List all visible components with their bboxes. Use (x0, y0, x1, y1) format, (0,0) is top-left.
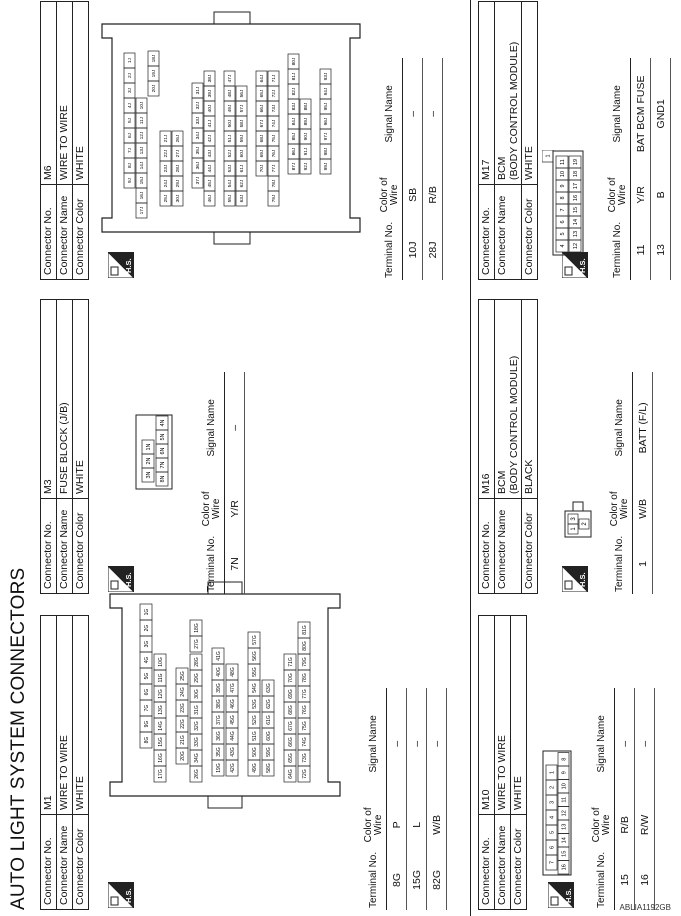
svg-text:H.S.: H.S. (578, 258, 587, 273)
pin-label: 6 (549, 845, 556, 850)
pin-label: 4 (549, 815, 556, 820)
pin-label: 62J (240, 179, 246, 188)
pin-label: 80G (301, 641, 308, 651)
pin-label: 84J (292, 117, 298, 126)
pin-label: 29J (176, 179, 182, 188)
pin-label: 79J (272, 194, 278, 203)
pin-label: 6G (143, 688, 150, 696)
terminal-table-m10: Terminal No. Color of Wire Signal Name 15 R/B – 16 R/W – (590, 688, 655, 910)
pin-label: 8 (561, 757, 568, 761)
pin-label: 1N (145, 443, 152, 451)
pin-label: 47G (229, 683, 236, 693)
svg-text:H.S.: H.S. (564, 888, 573, 903)
pin-label: 19 (572, 158, 579, 166)
pin-label: 21G (179, 735, 186, 745)
connector-block-m10: Connector No. M10 Connector Name WIRE TO WIRE Connector Color WHITE H.S. 7 6 5 4 3 2 1 16 15 14 13 12 11 10 9 8 Terminal No. Color of Wire Signal Name 15 R/B – 16 R/W – (478, 615, 527, 910)
pin-label: 45J (208, 179, 214, 188)
pin-label: 59J (240, 134, 246, 143)
pin-label: 1 (549, 770, 556, 775)
pin-label: 33J (196, 116, 202, 125)
pin-label: 46J (208, 194, 214, 203)
pin-label: 12G (157, 689, 164, 699)
pin-label: 83J (292, 102, 298, 111)
pin-label: 58J (240, 119, 246, 128)
pin-label: 66G (287, 737, 294, 747)
connector-block-m1 (40, 608, 443, 910)
pin-label: 2N (145, 457, 152, 465)
pin-label: 94J (324, 87, 330, 96)
pin-label: 75J (272, 134, 278, 143)
pin-label: 78G (301, 673, 308, 683)
pin-label: 18G (193, 623, 200, 633)
pin-label: 6 (559, 220, 566, 224)
connector-face-diagram-m1 (100, 576, 350, 814)
pin-label: 9 (561, 771, 568, 775)
pin-label: 16 (572, 194, 579, 202)
pin-label: 3N (145, 471, 152, 479)
pin-label: 52G (251, 715, 258, 725)
pin-label: 25G (179, 671, 186, 681)
pin-label: 14 (572, 218, 579, 226)
pin-label: 27J (176, 149, 182, 158)
pin-label: 15G (157, 737, 164, 747)
pin-label: 24J (164, 179, 170, 188)
pin-label: 3 (549, 800, 556, 805)
pin-label: 5G (143, 672, 150, 680)
pin-label: 7 (549, 860, 556, 865)
pin-label: 89J (304, 117, 310, 126)
table-row: 28J R/B – (423, 58, 443, 280)
pin-label: 76G (301, 705, 308, 715)
connector-info-table: Connector No. M1 Connector Name WIRE TO WIRE Connector Color WHITE (40, 615, 89, 910)
pin-label: 54J (228, 179, 234, 188)
pin-label: 35G (215, 747, 222, 757)
pin-label: 4J (128, 102, 134, 109)
pin-label: 5J (128, 117, 134, 124)
connector-block-m17: Connector No. M17 Connector Name BCM (BODY CONTROL MODULE) Connector Color WHITE H.S. 4 5 6 7 8 9 10 11 12 13 14 15 16 17 18 19 1 Terminal No. Color of Wire Signal Name 11 Y/R BAT BCM FUSE 13 B GND1 (478, 1, 538, 280)
pin-label: 38J (208, 74, 214, 83)
harness-side-icon (548, 882, 574, 908)
pin-label: 34G (193, 753, 200, 763)
pin-label: 97J (324, 132, 330, 141)
pin-label: 21J (164, 134, 170, 143)
pin-label: 14 (561, 837, 568, 844)
connector-block-m3: Connector No. M3 Connector Name FUSE BLOCK (J/B) Connector Color WHITE H.S. 3N 2N 1N 8N 7N 6N 5N 4N Terminal No. Color of Wire Signal Name 7N Y/R – (40, 299, 89, 594)
pin-label: 67G (287, 721, 294, 731)
pin-label: 9J (128, 177, 134, 184)
pin-label: 36G (215, 731, 222, 741)
pin-label: 34J (196, 131, 202, 140)
pin-label: 65G (287, 753, 294, 763)
connector-face-diagram-m6 (96, 10, 366, 246)
pin-label: 73J (272, 104, 278, 113)
pin-label: 30G (193, 689, 200, 699)
pin-label: 49G (251, 763, 258, 773)
pin-label: 86J (292, 147, 298, 156)
connector-name: WIRE TO WIRE (57, 616, 73, 815)
pin-label: 59G (265, 747, 272, 757)
pin-label: 8G (143, 736, 150, 744)
pin-label: 32G (193, 721, 200, 731)
pin-label: 13 (561, 823, 568, 830)
pin-label: 88J (304, 102, 310, 111)
pin-label: 16J (140, 191, 146, 200)
connector-face-diagram-m16 (564, 500, 592, 538)
pin-label: 74G (301, 737, 308, 747)
pin-label: 68G (287, 705, 294, 715)
harness-side-icon (108, 252, 134, 278)
pin-label: 3 (571, 517, 578, 521)
pin-label: 28J (176, 164, 182, 173)
pin-label: 17 (572, 182, 579, 190)
pin-label: 5 (559, 232, 566, 236)
pin-label: 19J (152, 69, 158, 78)
svg-text:H.S.: H.S. (578, 572, 587, 587)
pin-label: 8 (559, 196, 566, 200)
connector-face-diagram-m3 (130, 414, 174, 490)
pin-label: 70G (287, 673, 294, 683)
terminal-table-m3: Terminal No. Color of Wire Signal Name 7N Y/R – (200, 372, 245, 594)
pin-label: 37G (215, 715, 222, 725)
pin-label: 40G (215, 667, 222, 677)
pin-label: 60G (265, 731, 272, 741)
pin-label: 17J (140, 206, 146, 215)
pin-label: 63G (265, 683, 272, 693)
pin-label: 60J (240, 149, 246, 158)
pin-label: 45G (229, 715, 236, 725)
pin-label: 64J (260, 74, 266, 83)
pin-label: 48J (228, 89, 234, 98)
terminal-table-m17: Terminal No. Color of Wire Signal Name 11 Y/R BAT BCM FUSE 13 B GND1 (606, 58, 671, 280)
svg-text:H.S.: H.S. (124, 258, 133, 273)
pin-label: 51G (251, 731, 258, 741)
pin-label: 72G (301, 769, 308, 779)
connector-number: M1 (41, 616, 57, 815)
pin-label: 15 (572, 206, 579, 214)
pin-label: 1 (571, 527, 578, 531)
pin-label: 6N (159, 447, 166, 455)
pin-label: 12 (572, 242, 579, 250)
pin-label: 80J (292, 57, 298, 66)
pin-label: 9G (143, 720, 150, 728)
pin-label: 16G (157, 753, 164, 763)
pin-label: 14G (157, 721, 164, 731)
pin-label: 57G (251, 635, 258, 645)
pin-label: 20G (179, 751, 186, 761)
pin-label: 98J (324, 147, 330, 156)
pin-label: 76J (272, 149, 278, 158)
table-row: 16 R/W – (635, 688, 655, 910)
pin-label: 68J (260, 134, 266, 143)
pin-label: 15J (140, 176, 146, 185)
pin-label: 64G (287, 769, 294, 779)
pin-label: 57J (240, 104, 246, 113)
pin-label: 27G (193, 639, 200, 649)
pin-label: 79G (301, 657, 308, 667)
table-row: 8G P – (387, 688, 407, 910)
pin-label: 50G (251, 747, 258, 757)
pin-label: 66J (260, 104, 266, 113)
pin-label: 93J (324, 72, 330, 81)
pin-label: 17G (157, 769, 164, 779)
pin-label: 72J (272, 89, 278, 98)
pin-label: 38G (215, 699, 222, 709)
pin-label: 11 (561, 796, 568, 803)
pin-label: 35J (196, 146, 202, 155)
pin-label: 3G (143, 640, 150, 648)
harness-side-icon (108, 882, 134, 908)
pin-label: 44G (229, 731, 236, 741)
pin-label: 26G (193, 769, 200, 779)
pin-label: 69G (287, 689, 294, 699)
section-divider (470, 0, 471, 916)
table-row: 13 B GND1 (651, 58, 671, 280)
pin-label: 39J (208, 89, 214, 98)
pin-label: 42J (208, 134, 214, 143)
table-row: 15G L – (407, 688, 427, 910)
pin-label: 77G (301, 689, 308, 699)
pin-label: 75G (301, 721, 308, 731)
pin-label: 61J (240, 164, 246, 173)
pin-label: 23J (164, 164, 170, 173)
connector-face-diagram-m17 (542, 150, 584, 256)
table-row: 15 R/B – (615, 688, 635, 910)
pin-label: 36J (196, 161, 202, 170)
terminal-table-m1: Terminal No. Color of Wire Signal Name 8G P – 15G L – 82G W/B – (362, 688, 447, 910)
pin-label: 18J (152, 54, 158, 63)
pin-label: 40J (208, 104, 214, 113)
pin-label: 13G (157, 705, 164, 715)
harness-side-icon (562, 566, 588, 592)
pin-label: 4N (159, 419, 166, 427)
connector-face-diagram-m10 (542, 750, 572, 876)
pin-label: 5N (159, 433, 166, 441)
pin-label: 10 (561, 783, 568, 790)
pin-label: 81G (301, 625, 308, 635)
pin-label: 39G (215, 683, 222, 693)
pin-label: 10J (140, 101, 146, 110)
pin-label: 7J (128, 147, 134, 154)
pin-label: 90J (304, 132, 310, 141)
pin-label: 8N (159, 475, 166, 483)
pin-label: 53G (251, 699, 258, 709)
pin-label: 37J (196, 176, 202, 185)
page-title: AUTO LIGHT SYSTEM CONNECTORS (8, 567, 29, 910)
pin-label: 22G (179, 719, 186, 729)
pin-label: 44J (208, 164, 214, 173)
pin-label: 47J (228, 74, 234, 83)
pin-label: 11J (140, 116, 146, 125)
pin-label: 58G (265, 763, 272, 773)
terminal-table-m6: Terminal No. Color of Wire Signal Name 10J SB – 28J R/B – (378, 58, 443, 280)
pin-label: 91J (304, 147, 310, 156)
pin-label: 19G (215, 763, 222, 773)
pin-label: 13 (572, 230, 579, 238)
pin-label: 48G (229, 667, 236, 677)
pin-label: 63J (240, 194, 246, 203)
harness-side-icon (108, 566, 134, 592)
table-row: 82G W/B – (427, 688, 447, 910)
pin-label: 7 (559, 208, 566, 212)
pin-label: 55G (251, 667, 258, 677)
pin-label: 42G (229, 763, 236, 773)
pin-label: 22J (164, 149, 170, 158)
pin-label: 2 (582, 522, 589, 526)
pin-label: 54G (251, 683, 258, 693)
pin-label: 14J (140, 161, 146, 170)
pin-label: 41J (208, 119, 214, 128)
pin-label: 32J (196, 101, 202, 110)
pin-label: 2J (128, 72, 134, 79)
connector-color: WHITE (73, 616, 89, 815)
pin-label: 31G (193, 705, 200, 715)
pin-label: 5 (549, 830, 556, 835)
pin-label: 7G (143, 704, 150, 712)
pin-label: 26J (176, 134, 182, 143)
pin-label: 43G (229, 747, 236, 757)
connector-block-m16: Connector No. M16 Connector Name BCM (BODY CONTROL MODULE) Connector Color BLACK H.S. 1 3 2 Terminal No. Color of Wire Signal Name 1 W/B BATT (F/L) (478, 299, 538, 594)
pin-label: 11 (559, 159, 566, 165)
pin-label: 69J (260, 149, 266, 158)
pin-label: 12J (140, 131, 146, 140)
pin-label: 71G (287, 657, 294, 667)
pin-label: 52J (228, 149, 234, 158)
pin-label: 81J (292, 72, 298, 81)
pin-label: 11G (157, 673, 164, 683)
terminal-table-m16: Terminal No. Color of Wire Signal Name 1 W/B BATT (F/L) (608, 372, 653, 594)
pin-label: 13J (140, 146, 146, 155)
pin-label: 51J (228, 134, 234, 143)
pin-label: 92J (304, 162, 310, 171)
pin-label: 10 (559, 170, 566, 178)
pin-label: 74J (272, 119, 278, 128)
pin-label: 12 (561, 810, 568, 817)
pin-label: 99J (324, 162, 330, 171)
pin-label: 50J (228, 119, 234, 128)
pin-label: 65J (260, 89, 266, 98)
pin-label: 87J (292, 162, 298, 171)
pin-label: 43J (208, 149, 214, 158)
pin-label: 78J (272, 179, 278, 188)
pin-label: 28G (193, 657, 200, 667)
pin-label: 70J (260, 164, 266, 173)
pin-label: 61G (265, 715, 272, 725)
pin-label: 82J (292, 87, 298, 96)
pin-label: 3J (128, 87, 134, 94)
figure-code: ABLIA1192GB (619, 903, 671, 912)
pin-label: 31J (196, 86, 202, 95)
pin-label: 1G (143, 608, 150, 616)
pin-label: 95J (324, 102, 330, 111)
pin-label: 56G (251, 651, 258, 661)
table-row: 7N Y/R – (225, 372, 245, 594)
pin-label: 16 (561, 864, 568, 871)
pin-label: 18 (572, 170, 579, 178)
pin-label: 41G (215, 651, 222, 661)
pin-label: 4 (559, 244, 566, 248)
pin-label: 1J (128, 57, 134, 64)
table-row: 1 W/B BATT (F/L) (633, 372, 653, 594)
pin-label: 4G (143, 656, 150, 664)
pin-label: 2G (143, 624, 150, 632)
pin-label: 49J (228, 104, 234, 113)
pin-label: 25J (164, 194, 170, 203)
pin-label: 1 (545, 154, 552, 158)
pin-label: 8J (128, 162, 134, 169)
pin-label: 2 (549, 785, 556, 790)
table-row: 10J SB – (403, 58, 423, 280)
connector-block-m6: Connector No. M6 Connector Name WIRE TO WIRE Connector Color WHITE H.S. 9J 8J 7J 6J 5J 4J 3J 2J 1J 17J 16J 15J 14J 13J 12J 11J 10J 20J 19J 18J 25J 24J 23J 22J 21J 30J 29J 28J 27J 26J 37J 36J 35J 34J 33J 32J 31J 46J 45J 44J 43J 42J 41J 40J 39J 38J 55J 54J 53J 52J 51J 50J 49J 48J 47J 63J 62J 61J 60J 59J 58J 57J 56J 70J 69J 68J 67J 66J 65J 64J 79J 78J 77J 76J 75J 74J 73J 72J 71J 87J 86J 85J 84J 83J 82J 81J 80J 92J 91J 90J 89J 88J 99J 98J 97J 96J 95J 94J 93J Terminal No. Color of Wire Signal Name 10J SB – 28J R/B – (40, 1, 89, 280)
table-row: 11 Y/R BAT BCM FUSE (631, 58, 651, 280)
pin-label: 62G (265, 699, 272, 709)
pin-label: 53J (228, 164, 234, 173)
pin-label: 77J (272, 164, 278, 173)
pin-label: 6J (128, 132, 134, 139)
pin-label: 33G (193, 737, 200, 747)
pin-label: 7N (159, 461, 166, 469)
pin-label: 10G (157, 657, 164, 667)
pin-label: 29G (193, 673, 200, 683)
pin-label: 55J (228, 194, 234, 203)
pin-label: 24G (179, 687, 186, 697)
pin-label: 56J (240, 89, 246, 98)
pin-label: 67J (260, 119, 266, 128)
pin-label: 9 (559, 184, 566, 188)
pin-label: 73G (301, 753, 308, 763)
pin-label: 15 (561, 850, 568, 857)
svg-text:H.S.: H.S. (124, 572, 133, 587)
pin-label: 46G (229, 699, 236, 709)
pin-label: 20J (152, 84, 158, 93)
pin-label: 71J (272, 74, 278, 83)
pin-label: 85J (292, 132, 298, 141)
pin-label: 30J (176, 194, 182, 203)
pin-label: 23G (179, 703, 186, 713)
pin-label: 96J (324, 117, 330, 126)
svg-text:H.S.: H.S. (124, 888, 133, 903)
